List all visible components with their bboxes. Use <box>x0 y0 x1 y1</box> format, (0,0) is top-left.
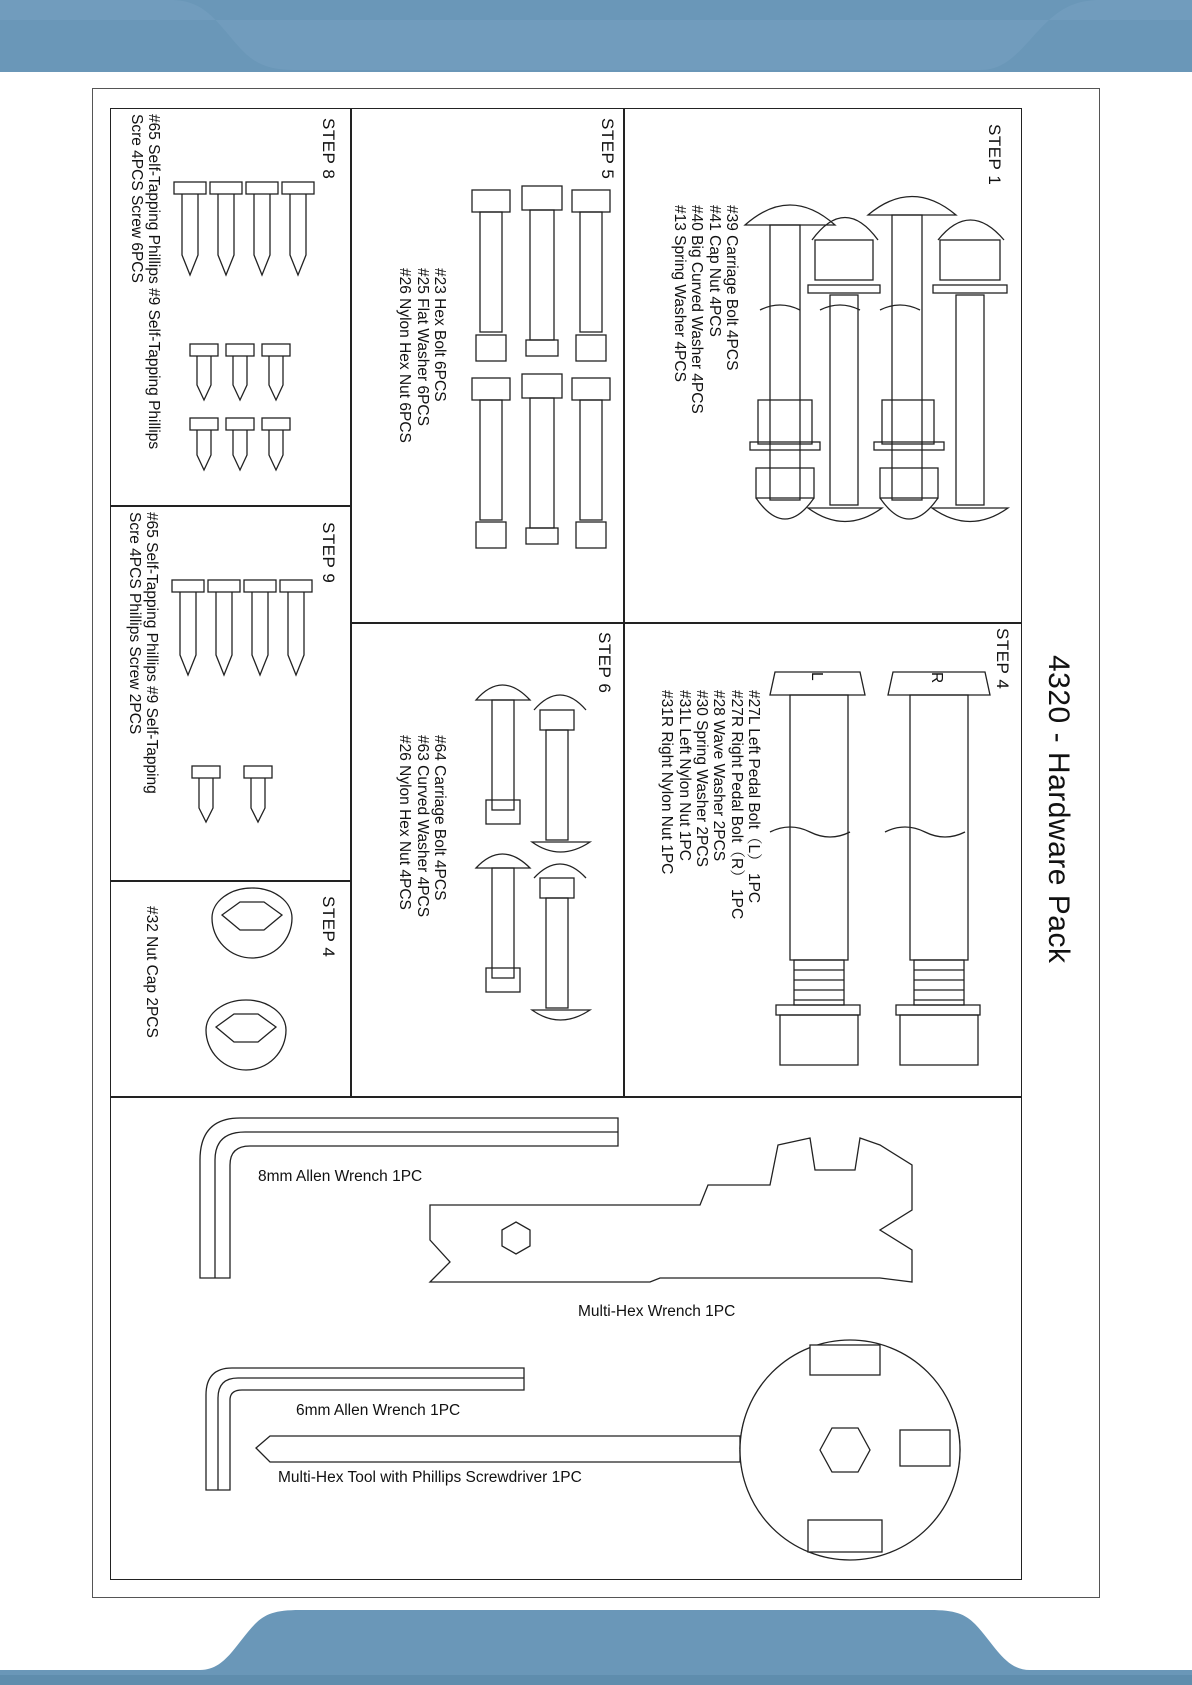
step4-cap-heading: STEP 4 <box>319 896 338 958</box>
step8-heading: STEP 8 <box>319 118 338 180</box>
step9-parts-list <box>125 512 160 794</box>
step9-heading: STEP 9 <box>319 522 338 584</box>
step6-carriage-bolts <box>476 685 590 1020</box>
part-line: Scre 4PCS Phillips Screw 2PCS <box>125 512 143 735</box>
allen-wrench-6mm-label: 6mm Allen Wrench 1PC <box>296 1402 461 1419</box>
multi-hex-tool-label: Multi-Hex Tool with Phillips Screwdriver 1PC <box>278 1469 582 1486</box>
step6-parts-list <box>396 735 448 917</box>
part-line: #41 Cap Nut 4PCS <box>705 205 723 337</box>
part-line: #31L Left Nylon Nut 1PC <box>675 690 693 861</box>
step4-cap-parts-list <box>143 906 160 1038</box>
step1-parts-list <box>671 205 740 414</box>
part-line: #63 Curved Washer 4PCS <box>413 735 431 918</box>
step8-screws <box>174 182 314 470</box>
part-line: #27R Right Pedal Bolt（R） 1PC <box>727 690 745 920</box>
part-line: #25 Flat Washer 6PCS <box>413 268 431 426</box>
multi-hex-wrench-label: Multi-Hex Wrench 1PC <box>578 1303 736 1320</box>
part-line: #39 Carriage Bolt 4PCS <box>723 205 740 371</box>
part-line: #32 Nut Cap 2PCS <box>143 906 160 1038</box>
part-line: #65 Self-Tapping Phillips #9 Self-Tapping Phillips <box>145 114 162 450</box>
bolt-mark-right: R <box>928 672 945 684</box>
allen-wrench-8mm-label: 8mm Allen Wrench 1PC <box>258 1168 423 1185</box>
step6-heading: STEP 6 <box>595 632 614 694</box>
part-line: #40 Big Curved Washer 4PCS <box>688 205 706 414</box>
page-title: 4320 - Hardware Pack <box>1042 655 1075 964</box>
bolt-mark-left: L <box>808 672 825 681</box>
step1-heading: STEP 1 <box>985 124 1004 186</box>
part-line: #26 Nylon Hex Nut 4PCS <box>396 735 414 910</box>
step4-pedal-heading: STEP 4 <box>993 628 1012 690</box>
step5-heading: STEP 5 <box>598 118 617 180</box>
step4-pedal-parts-list <box>658 690 762 919</box>
step1-bolts <box>745 197 1008 522</box>
step8-parts-list <box>127 114 162 449</box>
step4-nut-caps <box>206 888 292 1070</box>
step4-pedal-bolts <box>770 672 990 1065</box>
part-line: #13 Spring Washer 4PCS <box>670 205 688 382</box>
part-line: #65 Self-Tapping Phillips #9 Self-Tapping <box>143 512 160 794</box>
part-line: Scre 4PCS Screw 6PCS <box>127 114 145 283</box>
part-line: #31R Right Nylon Nut 1PC <box>658 690 676 875</box>
step9-screws <box>172 580 312 822</box>
part-line: #28 Wave Washer 2PCS <box>710 690 728 862</box>
step5-hex-bolts <box>472 186 610 548</box>
part-line: #23 Hex Bolt 6PCS <box>431 268 448 402</box>
step5-parts-list <box>396 268 448 443</box>
part-line: #64 Carriage Bolt 4PCS <box>431 735 448 901</box>
part-line: #30 Spring Washer 2PCS <box>692 690 710 867</box>
part-line: #27L Left Pedal Bolt（L） 1PC <box>745 690 762 904</box>
part-line: #26 Nylon Hex Nut 6PCS <box>396 268 414 443</box>
